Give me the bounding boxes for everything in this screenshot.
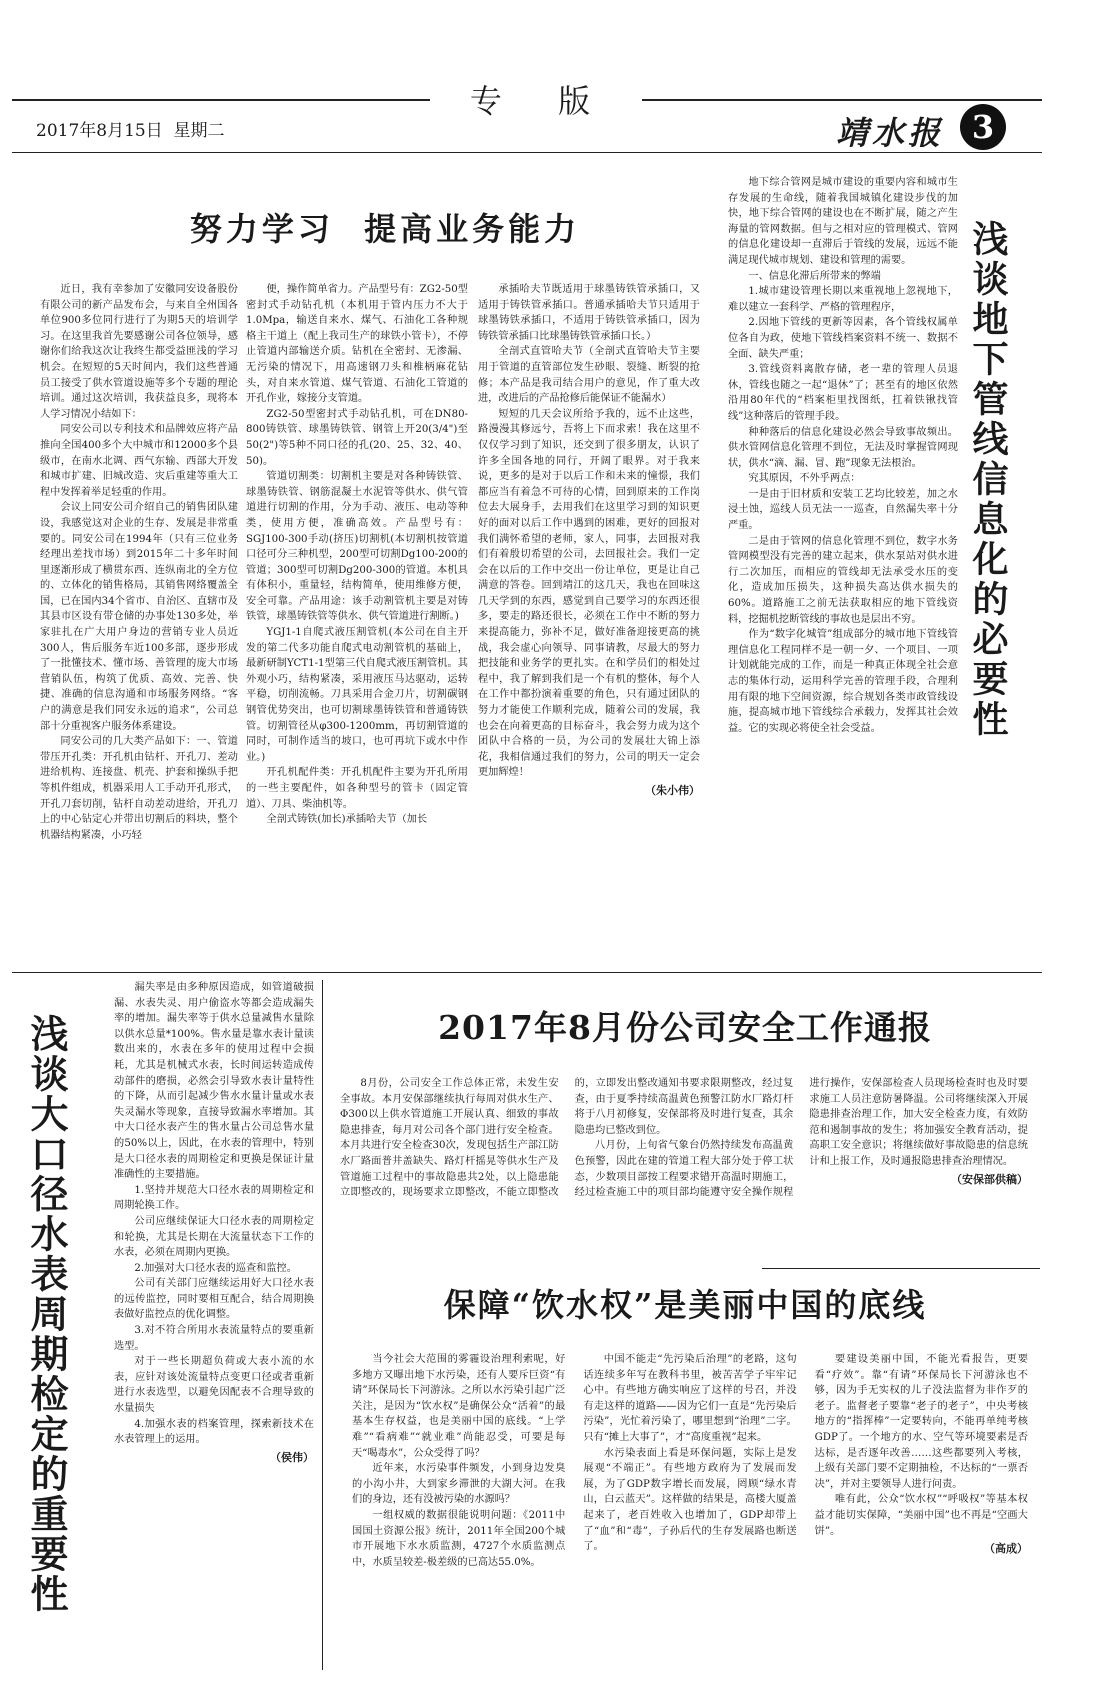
article2-paragraph: 作为“数字化城管”组成部分的城市地下管线管理信息化工程同样不是一朝一夕、一个项目、一项计划就能完成的工作，而是一种真正体现全社会意志的集体行动，运用科学完善的管理手段，合理利用有限的地下空间资源，综合规划各类市政管线设施，提高城市地下管线综合承载力，发挥其社会效益。它的实现必将使全社会受益。 — [728, 629, 958, 734]
masthead-bottom-rule — [12, 152, 1042, 153]
article5-body — [352, 1352, 1028, 1652]
article1-paragraph: 会议上同安公司介绍自己的销售团队建设，我感觉这对企业的生存、发展是非常重要的。同安公司在1994年（只有三位业务经理出差找市场）到2015年二十多年时间里逐渐形成了横贯东西、连纵南北的全方位的、立体化的销售格局，其销售网络覆盖全国，已在国内34个省市、自治区、直辖市及其县市区设有带仓储的办事处130多处，举家驻扎在广大用户身边的营销专业人员近300人，售后服务车近100多部，逐步形成了一批懂技术、懂市场、善管理的庞大市场营销队伍，构筑了优质、高效、完善、快捷、准确的信息沟通和市场服务网络。“客户的满意是我们同安永远的追求”，公司总部十分重视客户服务体系建设。 — [40, 502, 238, 732]
article2-paragraph: 3.管线资料离散存储，老一辈的管理人员退休，管线也随之一起“退休”了；甚至有的地区依然沿用80年代的“档案柜里找图纸，扛着铁锹找管线”这种落后的管理手段。 — [728, 364, 958, 422]
article1-column-1 — [40, 282, 238, 962]
article4-title: 2017年8月份公司安全工作通报 — [438, 1008, 932, 1047]
article4-paragraph: 8月份，公司安全工作总体正常，未发生安全事故。本月安保部继续执行每周对供水生产、Φ300以上供水管道施工开展认真、细致的事故隐患排查，每月对公司各个部门进行安全检查。本月共进行安全检查30次，发现包括生产部江防水厂路面普井盖缺失、路灯杆摇晃等供水生产及管道施工过程中的事故隐患共2处，以上隐患能立即整改的，现场要求立即整改，不能立即整改的，立即发出整改通知书要求限期整改，经过复查，由于夏季持续高温黄色预警江防水厂路灯杆将于八月初修复，安保部将及时进行复查，其余隐患均已整改到位。 — [340, 1078, 794, 1199]
article1-column-3 — [478, 282, 700, 962]
article1-paragraph: 承插哈夫节既适用于球墨铸铁管承插口，又适用于铸铁管承插口。普通承插哈夫节只适用于球墨铸铁承插口，不适用于铸铁管承插口，因为铸铁管承插口比球墨铸铁管承插口长。） — [478, 284, 700, 342]
article5-paragraph: 中国不能走“先污染后治理”的老路，这句话连续多年写在教科书里，被苦苦学子牢牢记心中。有些地方确实响应了这样的号召，并没有走这样的道路——因为它们一直是“先污染后污染”，光忙着污染了，哪里想到“治理”二字。只有“摊上大事了”，才“高度重视”起来。 — [583, 1354, 797, 1443]
article3-paragraph: 漏失率是由多种原因造成，如管道破损漏、水表失灵、用户偷盗水等都会造成漏失率的增加。漏失率等于供水总量减售水量除以供水总量*100%。售水量是靠水表计量读数出来的，水表在多年的使用过程中会损耗，尤其是机械式水表，长时间运转造成传动部件的磨损，必然会引导致水表计量特性的下降，从而引起减少售水水量计量或水表失灵漏水等现象，直接导致漏水率增加。其中大口径水表产生的售水量占公司总售水量的50%以上，因此，在水表的管理中，特别是大口径水表的周期检定和更换是保证计量准确性的主要措施。 — [114, 982, 314, 1181]
article1-paragraph: 全剖式直管哈夫节（全剖式直管哈夫节主要用于管道的直管部位发生砂眼、裂缝、断裂的抢修；本产品是我司结合用户的意见，作了重大改进，改进后的产品抢修后能保证不能漏水） — [478, 346, 700, 405]
article3-paragraph: 3.对不符合所用水表流量特点的要重新选型。 — [114, 1325, 314, 1352]
article2-paragraph: 地下综合管网是城市建设的重要内容和城市生存发展的生命线，随着我国城镇化建设步伐的加快，地下综合管网的建设也在不断扩展，随之产生海量的管网数据。但与之相对应的管理模式、管网的信息化建设却一直滞后于管线的发展，远远不能满足现代城市规划、建设和管理的需要。 — [728, 177, 958, 266]
article1-paragraph: 全剖式铸铁(加长)承插哈夫节（加长 — [266, 814, 428, 826]
article5-paragraph: 当今社会大范围的雾霾设治理利索呢，好多地方又曝出地下水污染，还有人要斥巨资“有请”环保局长下河游泳。之所以水污染引起广泛关注，是因为“饮水权”是确保公众“活着”的最基本生存权益，也是美丽中国的底线。“上学难”“看病难”“就业难”尚能忍受，可要是每天“喝毒水”，公众受得了吗？ — [352, 1354, 566, 1459]
article2-paragraph: 一是由于旧材质和安装工艺均比较差，加之水浸土蚀，巡线人员无法一一巡查，自然漏失率十分严重。 — [728, 488, 958, 532]
article1-paragraph: 同安公司的几大类产品如下：一、管道带压开孔类：开孔机由钻杆、开孔刀、差动进给机构、连接盘、机壳、护套和操纵手把等机件组成，机器采用人工手动开孔形式，开孔刀套切削，钻杆自动差动进给，开孔刀上的中心钻定心并带出切割后的料块，整个机器结构紧凑，小巧轻 — [40, 736, 238, 841]
article3-paragraph: 对于一些长期超负荷或大表小流的水表，应针对该处流量特点变更口径或者重新进行水表选型，以避免因配表不合理导致的水量损失 — [114, 1356, 314, 1415]
article2-paragraph: 究其原因，不外乎两点： — [748, 473, 861, 485]
article3-title: 浅谈大口径水表周期检定的重要性 — [24, 1014, 69, 1614]
article1-title: 努力学习 提高业务能力 — [189, 210, 581, 248]
article5-byline: （高成） — [983, 1542, 1028, 1556]
article2-paragraph: 2.因地下管线的更新等因素，各个管线权属单位各自为政，使地下管线档案资料不统一、数据不全面、缺失严重； — [728, 317, 958, 360]
article4-paragraph: 八月份，上旬省气象台仍然持续发布高温黄色预警，因此在建的管道工程大部分处于停工状态，少数项目部按工程要求错开高温时期施工，经过检查施工中的项目部均能遵守安全操作规程进行操作，安保部检查人员现场检查时也及时要求施工人员注意防暑降温。公司将继续深入开展隐患排查治理工作，加大安全检查力度，有效防范和遏制事故的发生；将加强安全教育活动，提高职工安全意识；将继续做好事故隐患的信息统计和上报工作，及时通报隐患排查治理情况。 — [574, 1078, 1028, 1199]
upper-section-divider — [12, 972, 1042, 973]
issue-date: 2017年8月15日 星期二 — [36, 121, 225, 141]
article1-paragraph: 开孔机配件类：开孔机配件主要为开孔所用的一些主要配件，如各种型号的管卡（固定管道）、刀具、柴油机等。 — [246, 767, 468, 810]
article4-bottom-divider — [762, 1268, 1040, 1269]
article1-paragraph: 近日，我有幸参加了安徽同安设备股份有限公司的新产品发布会，与来自全州国各单位900多位同行进行了为期5天的培训学习。在这里我首先要感谢公司各位领导，感谢你们给我这次让我终生都受益匪浅的学习机会。在短短的5天时间内，我们这些普通员工接受了供水管道设施等多个专题的理论培训。通过这次培训，我获益良多，现将本人学习情况小结如下： — [40, 284, 238, 420]
article2-paragraph: 种种落后的信息化建设必然会导致事故频出。供水管网信息化管理不到位，无法及时掌握管网现状，供水“滴、漏、冒、跑”现象无法根治。 — [728, 426, 958, 469]
article5-paragraph: 要建设美丽中国，不能光看报告，更要看“疗效”。靠“有请”环保局长下河游泳也不够，因为手无实权的儿子没法监督为非作歹的老子。监督老子要靠“老子的老子”，中央考核地方的“指挥棒”一定要转向，不能再单纯考核GDP了。一个地方的水、空气等环境要素是否达标，是否逐年改善……这些都要列入考核，上级有关部门要不定期抽检，不达标的“一票否决”，并对主要领导人进行问责。 — [814, 1354, 1028, 1490]
article1-paragraph: 短短的几天会议所给予我的，远不止这些，路漫漫其修远兮，吾将上下而求索！我在这里不仅仅学习到了知识，还交到了很多朋友，认识了许多全国各地的同行，开阔了眼界。对于我来说，更多的是对于以后工作和未来的憧憬，我们都应当有着急不可待的心情，回到原来的工作岗位去大展身手，去用我们在这里学习到的知识更好的面对以后工作中遇到的困难，更好的回报对我们满怀希望的老师，家人，同事，去回报对我们有着殷切希望的公司，去回报社会。我们一定会在以后的工作中交出一份让单位，更是让自己满意的答卷。回到靖江的这几天，我也在回味这几天学到的东西，感觉到自己要学习的东西还很多，要走的路还很长，必须在工作中不断的努力来提高能力，弥补不足，做好准备迎接更高的挑战，我会虚心向领导、同事请教，尽最大的努力把技能和业务学的更扎实。在和学员们的相处过程中，我了解到我们是一个有机的整体，每个人在工作中都扮演着重要的角色，只有通过团队的努力才能使工作顺利完成，随着公司的发展，我也会在向着更高的目标奋斗，我会努力成为这个团队中合格的一员，为公司的发展壮大锦上添花，我相信通过我们的努力，公司的明天一定会更加辉煌！ — [478, 408, 700, 779]
article2-body — [728, 175, 958, 963]
article5-paragraph: 近年来，水污染事件频发，小到身边发臭的小沟小井，大到家乡滞泄的大湖大河。在我们的身边，还有没被污染的水源吗？ — [352, 1463, 566, 1506]
article2-title: 浅谈地下管线信息化的必要性 — [967, 220, 1009, 740]
article1-paragraph: 管道切割类：切割机主要是对各种铸铁管、球墨铸铁管、钢筋混凝土水泥管等供水、供气管道进行切割的作用，分为手动、液压、电动等种类，使用方便，准确高效。产品型号有：SGJ100-300手动(挤压)切割机(本切割机按管道口径可分三种机型，200型可切割Dg100-200的管道；300型可切割Dg200-300的管道。本机具有体积小，重量轻，结构简单，使用维修方便，安全可靠。产品用途：该手动割管机主要是对铸铁管，球墨铸铁管等供水、供气管道进行割断。) — [246, 471, 468, 623]
article3-paragraph: 2.加强对大口径水表的巡查和监控。 — [134, 1262, 297, 1274]
article3-body — [114, 980, 314, 1660]
article3-paragraph: 公司应继续保证大口径水表的周期检定和轮换，尤其是长期在大流量状态下工作的水表，必须在周期内更换。 — [114, 1215, 314, 1259]
article3-paragraph: 1.坚持并规范大口径水表的周期检定和周期轮换工作。 — [114, 1184, 314, 1212]
article4-byline: （安保部供稿） — [950, 1172, 1028, 1186]
article2-paragraph: 二是由于管网的信息化管理不到位，数字水务管网模型没有完善的建立起来，供水泵站对供水进行二次加压，而相应的管线却无法承受水压的变化，造成加压损失，这种损失高达供水损失的60%。道路施工之前无法获取相应的地下管线资料，挖掘机挖断管线的事故也是层出不穷。 — [728, 535, 958, 625]
article2-paragraph: 一、信息化滞后所带来的弊端 — [748, 270, 881, 282]
page-number: 3 — [971, 108, 995, 146]
article3-byline: （侯伟） — [270, 1450, 314, 1464]
article1-paragraph: ZG2-50型密封式手动钻孔机，可在DN80-800铸铁管、球墨铸铁管、钢管上开20(3/4")至50(2")等5种不同口径的孔(20、25、32、40、50)。 — [246, 408, 468, 467]
article1-column-2 — [246, 282, 468, 962]
article3-vertical-divider — [322, 980, 323, 1670]
article5-paragraph: 唯有此，公众“饮水权”“呼吸权”等基本权益才能切实保障，“美丽中国”也不再是“空画大饼”。 — [814, 1494, 1028, 1537]
article1-paragraph: 同安公司以专利技术和品牌效应将产品推向全国400多个大中城市和12000多个县级市，在南水北调、西气东输、西部大开发和城市扩建、旧城改造、灾后重建等重大工程中发挥着举足轻重的作用。 — [40, 424, 238, 498]
page-number-badge — [960, 104, 1006, 150]
section-title: 专 版 — [430, 76, 642, 122]
paper-name: 靖水报 — [836, 114, 945, 152]
article5-paragraph: 一组权威的数据很能说明问题：《2011中国国土资源公报》统计，2011年全国200个城市开展地下水水质监测，4727个水质监测点中，水质呈较差-极差级的已高达55.0%。 — [352, 1509, 566, 1568]
article1-paragraph: YGJ1-1自爬式液压割管机(本公司在自主开发的第二代多功能自爬式电动割管机的基础上，最新研制YCT1-1型第三代自爬式液压割管机。其外观小巧，结构紧凑，采用液压马达驱动，运转平稳，切削流畅。刀具采用合金刀片，切割碳钢钢管优势突出，也可切割球墨铸铁管和普通铸铁管。切割管径从φ300-1200mm，再切割管道的同时，可制作适当的坡口，也可再坑下或水中作业。) — [246, 627, 468, 763]
article1-byline: （朱小伟） — [645, 784, 700, 797]
article5-title: 保障“饮水权”是美丽中国的底线 — [443, 1286, 927, 1324]
article1-paragraph: 便，操作简单省力。产品型号有：ZG2-50型密封式手动钻孔机（本机用于管内压力不大于1.0Mpa，输送自来水、煤气、石油化工各种规格主干道上（配上我司生产的球铁小管卡），不停止管道内部输送介质。钻机在全密封、无渗漏、无污染的情况下，用高速钢刀头和椎柄麻花钻头，对自来水管道、煤气管道、石油化工管道的开孔作业，嫁接分支管道。 — [246, 284, 468, 405]
article5-paragraph: 水污染表面上看是环保问题，实际上是发展观“不端正”。有些地方政府为了发展而发展，为了GDP数字增长而发展，罔顾“绿水青山，白云蓝天”。这样做的结果是，高楼大厦盖起来了，老百姓收入也增加了，GDP却带上了“血”和“毒”，子孙后代的生存发展路也断送了。 — [583, 1447, 797, 1553]
article3-paragraph: 4.加强水表的档案管理，探索新技术在水表管理上的运用。 — [114, 1418, 314, 1446]
article2-paragraph: 1.城市建设管理长期以来重视地上忽视地下，难以建立一套科学、严格的管理程序， — [728, 286, 958, 313]
article4-body — [340, 1076, 1028, 1264]
article3-paragraph: 公司有关部门应继续运用好大口径水表的远传监控，同时要相互配合，结合周期换表做好监控点的优化调整。 — [114, 1278, 314, 1321]
